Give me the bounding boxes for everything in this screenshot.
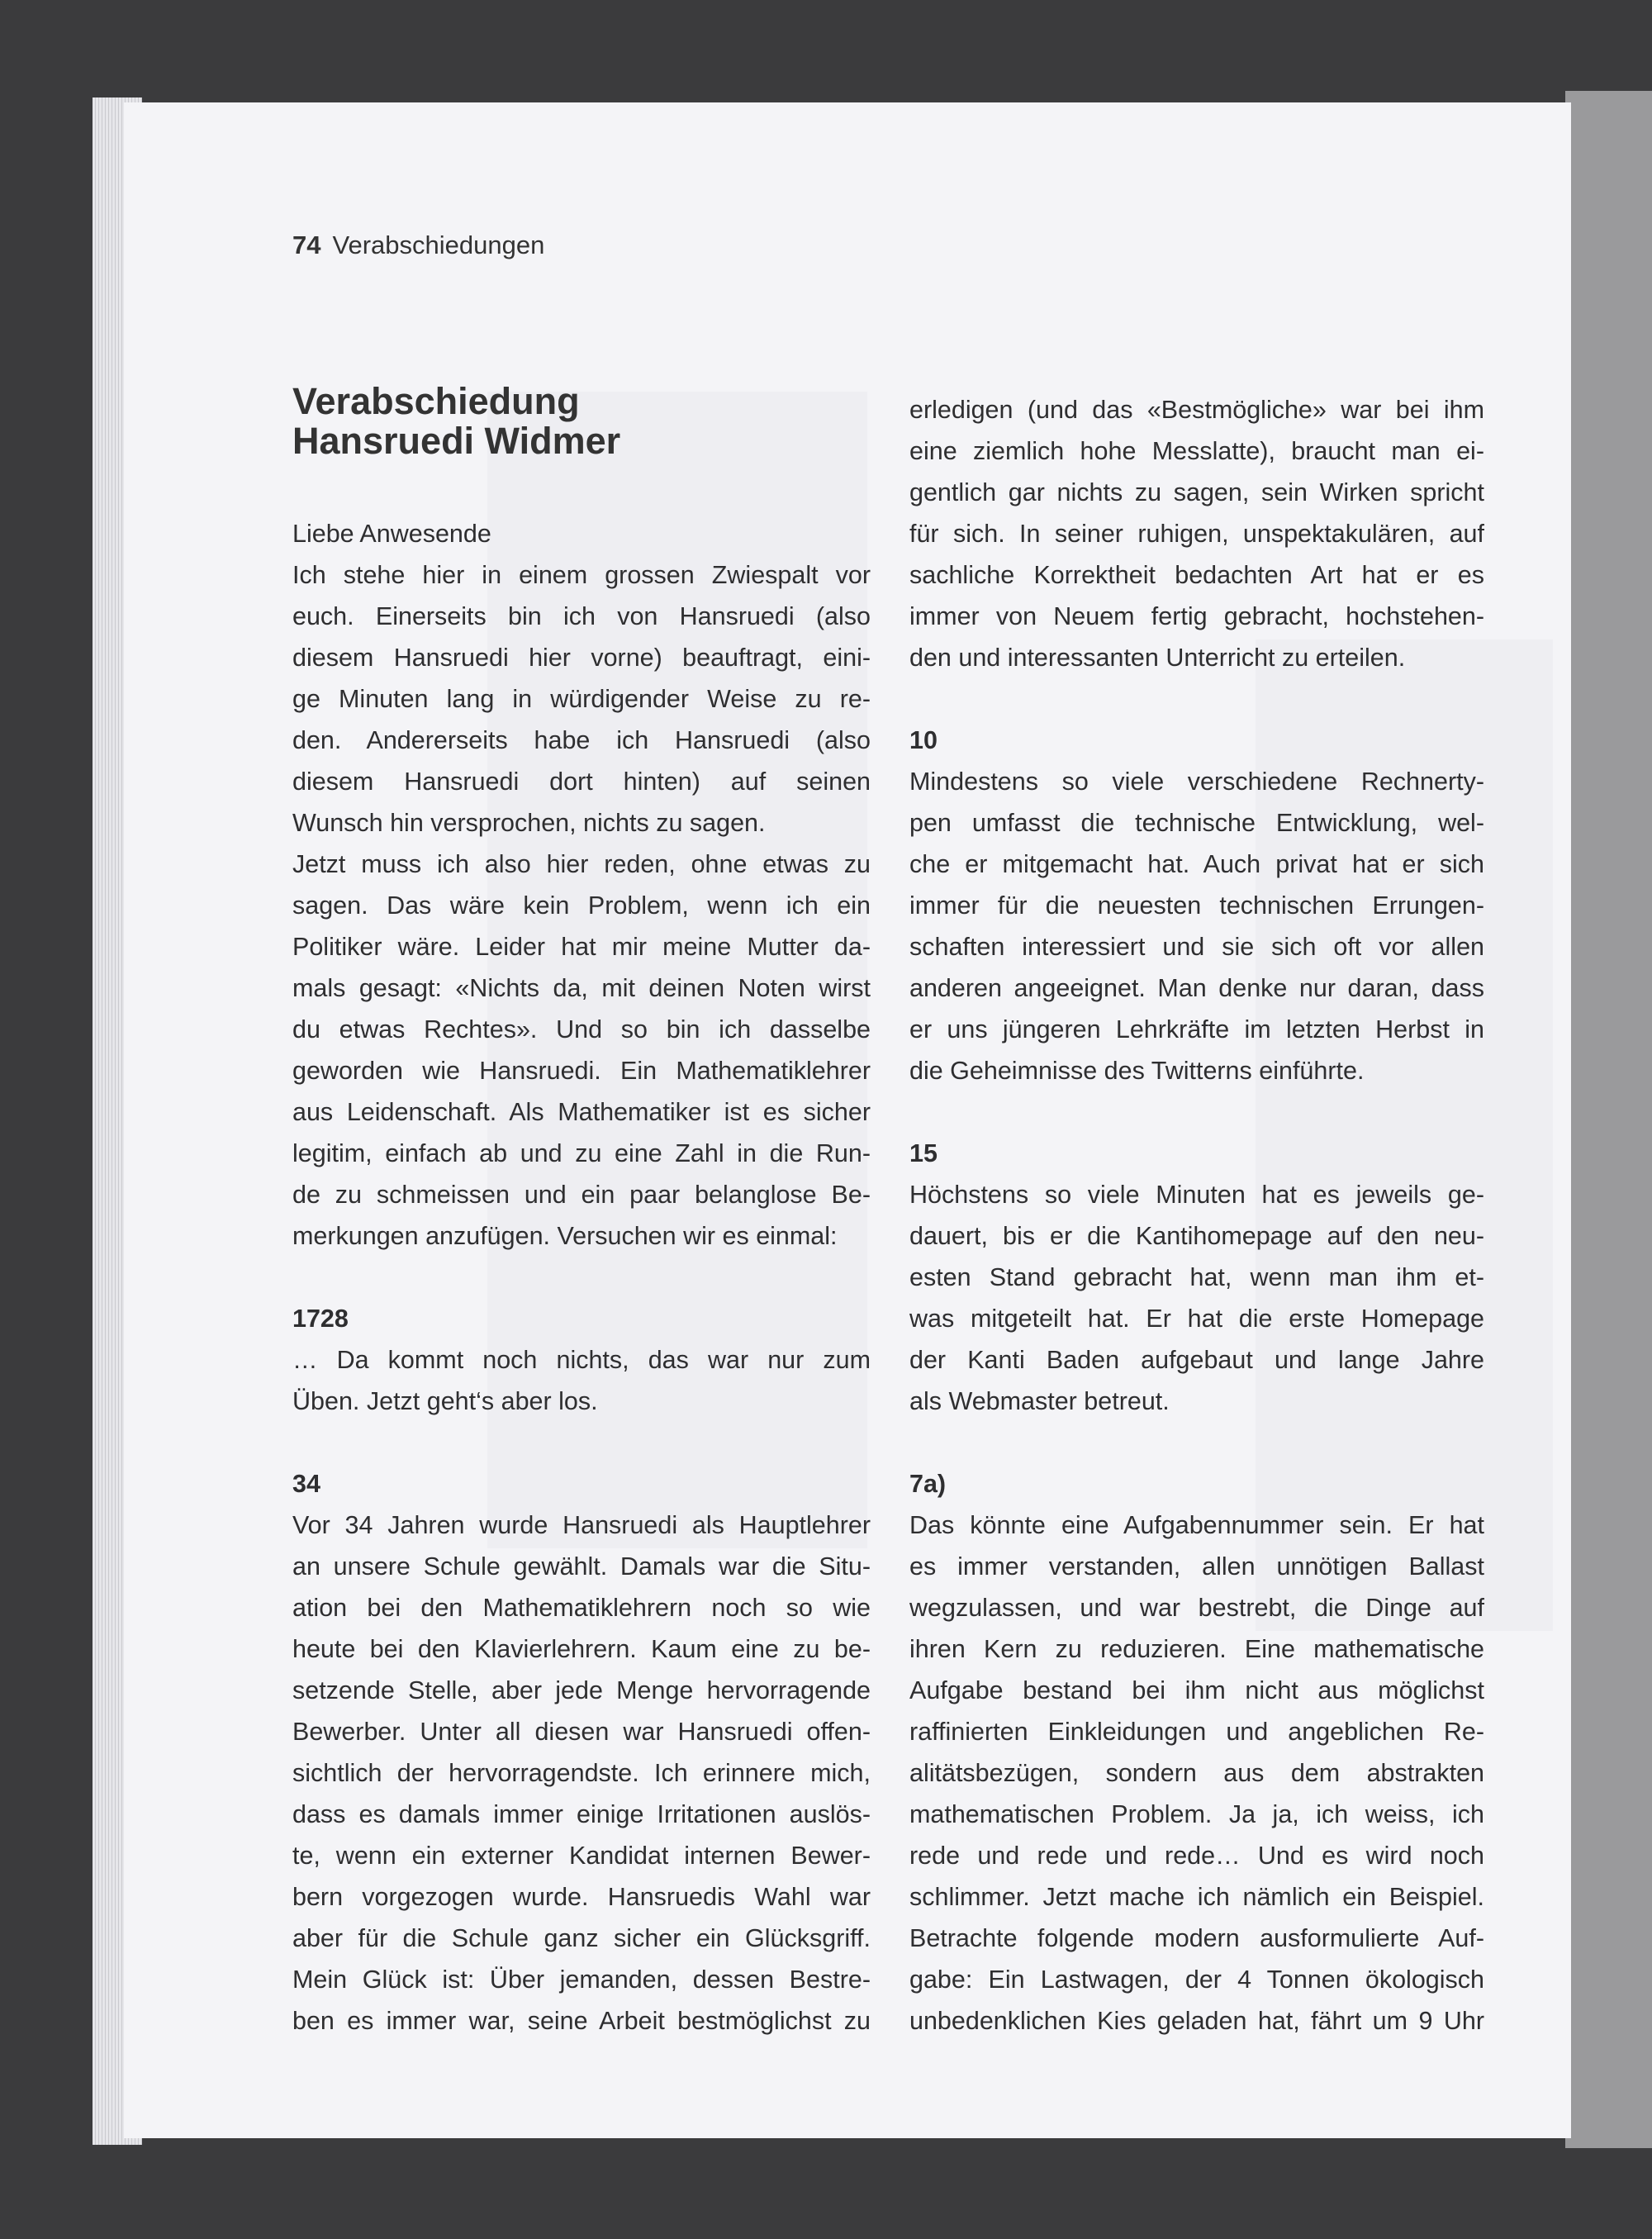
- text-line: legitim, einfach ab und zu eine Zahl in die Run-: [292, 1139, 871, 1167]
- text-line: ben es immer war, seine Arbeit bestmöglichst zu: [292, 2007, 871, 2035]
- text-line: aber für die Schule ganz sicher ein Glücksgriff.: [292, 1924, 871, 1952]
- text-line: Höchstens so viele Minuten hat es jeweils ge-: [909, 1181, 1484, 1209]
- paragraph: [292, 1339, 871, 1422]
- text-line: … Da kommt noch nichts, das war nur zum: [292, 1346, 871, 1374]
- text-line: euch. Einerseits bin ich von Hansruedi (also: [292, 602, 871, 630]
- text-line: schlimmer. Jetzt mache ich nämlich ein Beispiel.: [909, 1883, 1484, 1911]
- text-line: Vor 34 Jahren wurde Hansruedi als Hauptlehrer: [292, 1511, 871, 1539]
- text-line: raffinierten Einkleidungen und angeblichen Re-: [909, 1718, 1484, 1746]
- text-line: ation bei den Mathematiklehrern noch so wie: [292, 1594, 871, 1622]
- section-number-heading: 34: [292, 1470, 320, 1498]
- text-line: für sich. In seiner ruhigen, unspektakulären, auf: [909, 520, 1484, 548]
- text-line: du etwas Rechtes». Und so bin ich dasselbe: [292, 1015, 871, 1043]
- text-line: Üben. Jetzt geht‘s aber los.: [292, 1387, 598, 1415]
- paragraph: [909, 389, 1484, 678]
- page-number: 74: [292, 231, 321, 259]
- section-number-heading: 15: [909, 1139, 938, 1167]
- text-line: rede und rede und rede… Und es wird noch: [909, 1842, 1484, 1870]
- text-section: [292, 513, 871, 1257]
- text-line: Ich stehe hier in einem grossen Zwiespalt vor: [292, 561, 871, 589]
- title-line: Hansruedi Widmer: [292, 420, 621, 462]
- text-line: Mein Glück ist: Über jemanden, dessen Bestre-: [292, 1966, 871, 1994]
- text-line: den. Andererseits habe ich Hansruedi (also: [292, 726, 871, 754]
- section-number-heading: 10: [909, 726, 938, 754]
- text-line: bern vorgezogen wurde. Hansruedis Wahl war: [292, 1883, 871, 1911]
- text-line: Bewerber. Unter all diesen war Hansruedi offen-: [292, 1718, 871, 1746]
- text-line: mals gesagt: «Nichts da, mit deinen Noten wirst: [292, 974, 871, 1002]
- text-line: er uns jüngeren Lehrkräfte im letzten Herbst in: [909, 1015, 1484, 1043]
- text-line: heute bei den Klavierlehrern. Kaum eine zu be-: [292, 1635, 871, 1663]
- text-line: ihren Kern zu reduzieren. Eine mathematische: [909, 1635, 1484, 1663]
- paragraph: [292, 554, 871, 844]
- text-line: pen umfasst die technische Entwicklung, wel-: [909, 809, 1484, 837]
- text-line: schaften interessiert und sie sich oft vor allen: [909, 933, 1484, 961]
- text-line: mathematischen Problem. Ja ja, ich weiss, ich: [909, 1800, 1484, 1828]
- text-line: dass es damals immer einige Irritationen auslös-: [292, 1800, 871, 1828]
- text-line: sachliche Korrektheit bedachten Art hat er es: [909, 561, 1484, 589]
- text-line: setzende Stelle, aber jede Menge hervorragende: [292, 1676, 871, 1704]
- text-line: erledigen (und das «Bestmögliche» war bei ihm: [909, 396, 1484, 424]
- text-line: diesem Hansruedi hier vorne) beauftragt, eini-: [292, 644, 871, 672]
- text-line: esten Stand gebracht hat, wenn man ihm et-: [909, 1263, 1484, 1291]
- text-section: [909, 1133, 1484, 1422]
- text-line: es immer verstanden, allen unnötigen Ballast: [909, 1552, 1484, 1581]
- running-header: [292, 230, 544, 261]
- paragraph: [909, 761, 1484, 1091]
- right-column: [909, 389, 1484, 2083]
- section-number-heading: 1728: [292, 1305, 349, 1333]
- text-line: an unsere Schule gewählt. Damals war die Situ-: [292, 1552, 871, 1581]
- text-line: Jetzt muss ich also hier reden, ohne etwas zu: [292, 850, 871, 878]
- title-line: Verabschiedung: [292, 380, 580, 422]
- article-title: [292, 382, 620, 461]
- adjacent-page-edge: [1565, 91, 1652, 2148]
- text-line: Wunsch hin versprochen, nichts zu sagen.: [292, 809, 766, 837]
- text-line: den und interessanten Unterricht zu erteilen.: [909, 644, 1406, 672]
- text-line: unbedenklichen Kies geladen hat, fährt um 9 Uhr: [909, 2007, 1484, 2035]
- text-line: Mindestens so viele verschiedene Rechnerty-: [909, 768, 1484, 796]
- text-line: Liebe Anwesende: [292, 520, 491, 548]
- text-section: [909, 720, 1484, 1091]
- paragraph: [909, 1505, 1484, 2042]
- text-line: Aufgabe bestand bei ihm nicht aus möglichst: [909, 1676, 1484, 1704]
- section-number-heading: 7a): [909, 1470, 947, 1498]
- paragraph: [292, 844, 871, 1257]
- text-line: Das könnte eine Aufgabennummer sein. Er hat: [909, 1511, 1484, 1539]
- text-line: was mitgeteilt hat. Er hat die erste Homepage: [909, 1305, 1484, 1333]
- paragraph: [292, 513, 871, 554]
- text-section: [292, 1298, 871, 1422]
- text-line: te, wenn ein externer Kandidat internen Bewer-: [292, 1842, 871, 1870]
- text-line: aus Leidenschaft. Als Mathematiker ist es sicher: [292, 1098, 871, 1126]
- text-line: Betrachte folgende modern ausformulierte Auf-: [909, 1924, 1484, 1952]
- text-line: merkungen anzufügen. Versuchen wir es einmal:: [292, 1222, 838, 1250]
- text-line: de zu schmeissen und ein paar belanglose Be-: [292, 1181, 871, 1209]
- paragraph: [909, 1174, 1484, 1422]
- text-line: alitätsbezügen, sondern aus dem abstrakten: [909, 1759, 1484, 1787]
- text-line: gabe: Ein Lastwagen, der 4 Tonnen ökologisch: [909, 1966, 1484, 1994]
- text-line: immer von Neuem fertig gebracht, hochstehen-: [909, 602, 1484, 630]
- text-line: dauert, bis er die Kantihomepage auf den neu-: [909, 1222, 1484, 1250]
- running-title: Verabschiedungen: [332, 231, 545, 259]
- text-line: che er mitgemacht hat. Auch privat hat er sich: [909, 850, 1484, 878]
- text-line: eine ziemlich hohe Messlatte), braucht man ei-: [909, 437, 1484, 465]
- text-line: der Kanti Baden aufgebaut und lange Jahre: [909, 1346, 1484, 1374]
- text-line: die Geheimnisse des Twitterns einführte.: [909, 1057, 1365, 1085]
- text-line: diesem Hansruedi dort hinten) auf seinen: [292, 768, 871, 796]
- text-line: Politiker wäre. Leider hat mir meine Mutter da-: [292, 933, 871, 961]
- text-line: immer für die neuesten technischen Errungen-: [909, 891, 1484, 920]
- text-line: als Webmaster betreut.: [909, 1387, 1170, 1415]
- text-line: gentlich gar nichts zu sagen, sein Wirken spricht: [909, 478, 1484, 506]
- text-section: [909, 1463, 1484, 2042]
- text-line: sichtlich der hervorragendste. Ich erinnere mich,: [292, 1759, 871, 1787]
- text-line: anderen angeeignet. Man denke nur daran, dass: [909, 974, 1484, 1002]
- text-section: [909, 389, 1484, 678]
- left-column: [292, 513, 871, 2083]
- text-line: wegzulassen, und war bestrebt, die Dinge auf: [909, 1594, 1484, 1622]
- text-line: sagen. Das wäre kein Problem, wenn ich ein: [292, 891, 871, 920]
- paragraph: [292, 1505, 871, 2042]
- text-section: [292, 1463, 871, 2042]
- text-line: geworden wie Hansruedi. Ein Mathematiklehrer: [292, 1057, 871, 1085]
- text-line: ge Minuten lang in würdigender Weise zu re-: [292, 685, 871, 713]
